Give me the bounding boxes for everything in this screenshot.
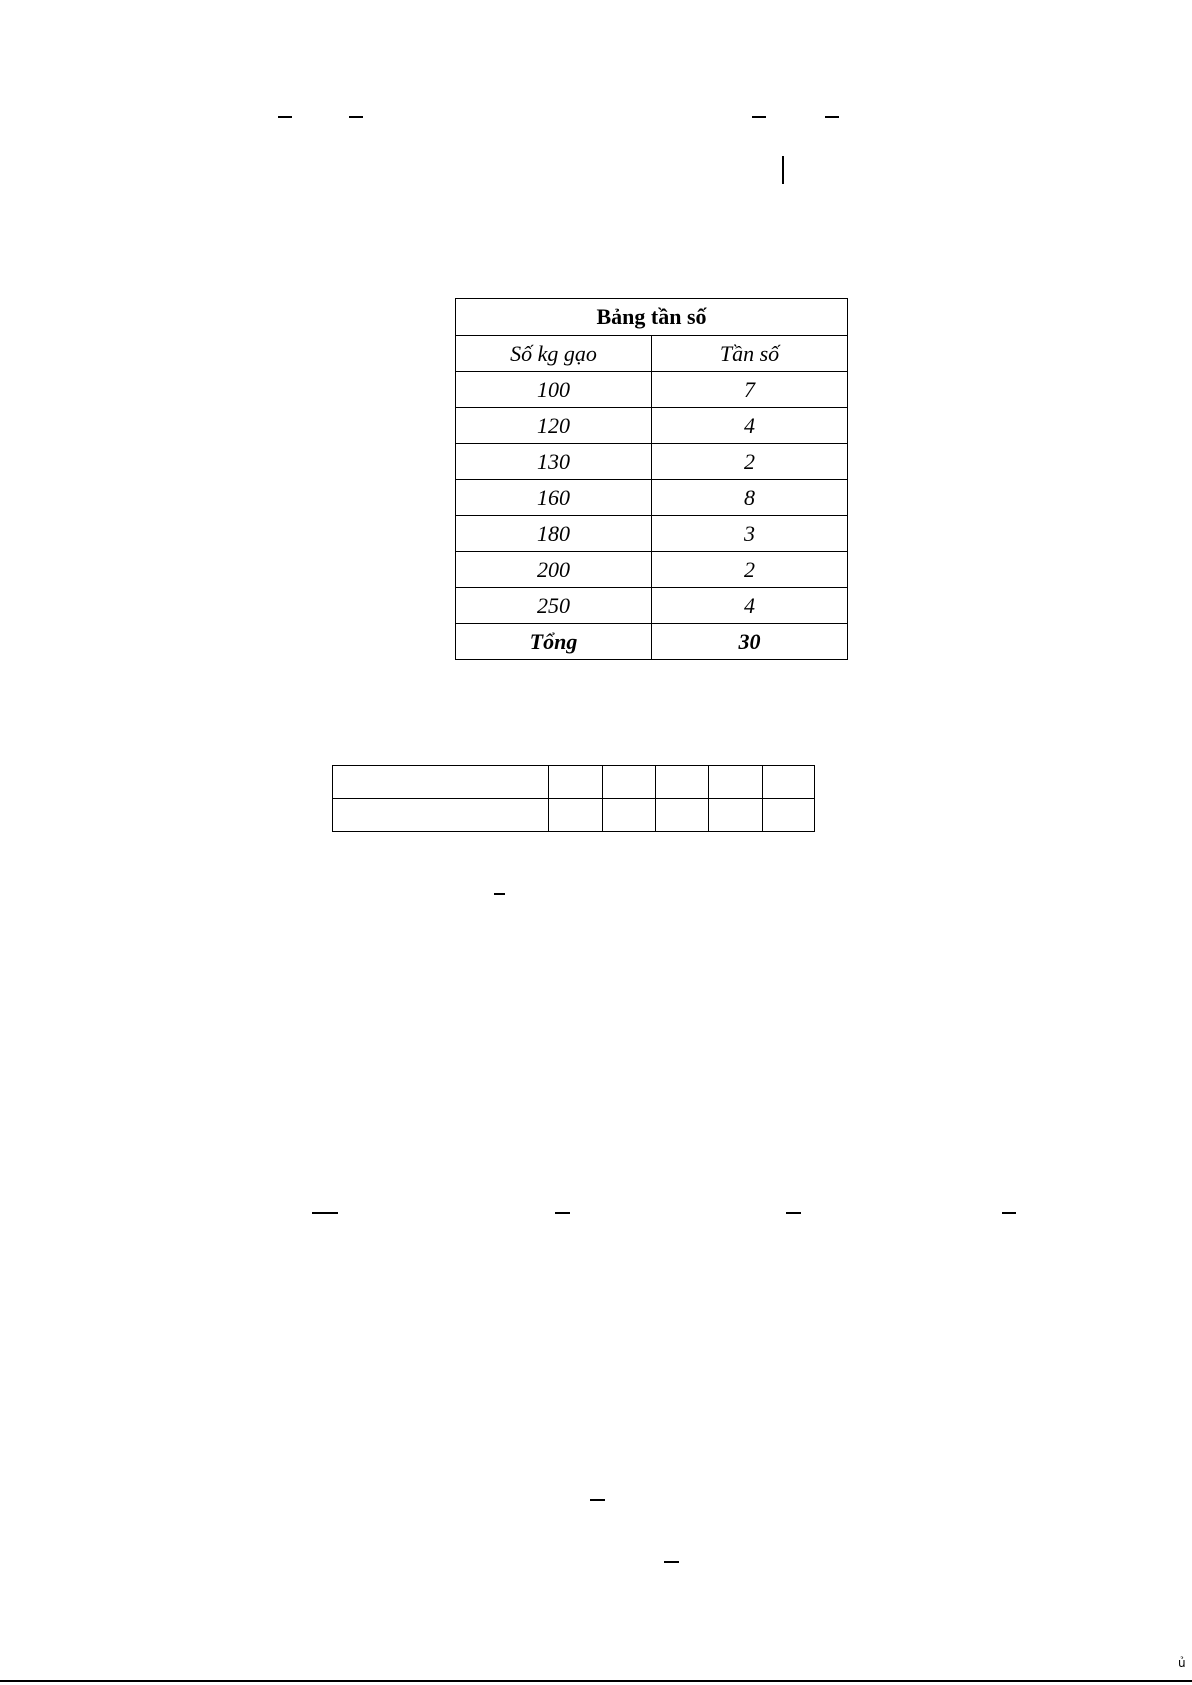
cell-frequency: 4 (652, 408, 848, 444)
cell-frequency: 7 (652, 372, 848, 408)
table-title-row (456, 299, 848, 336)
cell-frequency: 8 (652, 480, 848, 516)
cell-kg: 250 (456, 588, 652, 624)
total-label: Tổng (456, 624, 652, 660)
overline-mark (825, 116, 839, 118)
column-header-frequency: Tần số (652, 336, 848, 372)
overline-mark (278, 116, 292, 118)
empty-cell (549, 799, 603, 832)
empty-cell (763, 766, 815, 799)
empty-cell (603, 766, 656, 799)
empty-cell (333, 766, 549, 799)
overline-mark (494, 893, 505, 895)
overline-mark (1002, 1212, 1016, 1214)
table-row (456, 588, 848, 624)
table-row (456, 516, 848, 552)
overline-mark (752, 116, 766, 118)
column-header-kg: Số kg gạo (456, 336, 652, 372)
corner-glyph: ủ (1178, 1656, 1186, 1670)
cell-kg: 200 (456, 552, 652, 588)
overline-mark (590, 1499, 605, 1501)
table-row (456, 372, 848, 408)
table-row (456, 444, 848, 480)
overline-mark (664, 1561, 679, 1563)
table-row (333, 766, 815, 799)
table-row (333, 799, 815, 832)
cell-kg: 130 (456, 444, 652, 480)
overline-mark (786, 1212, 801, 1214)
table-row (456, 480, 848, 516)
cell-frequency: 4 (652, 588, 848, 624)
empty-cell (656, 766, 709, 799)
cell-frequency: 3 (652, 516, 848, 552)
table-total-row (456, 624, 848, 660)
cell-frequency: 2 (652, 444, 848, 480)
empty-table (332, 765, 815, 832)
empty-cell (333, 799, 549, 832)
empty-cell (709, 799, 763, 832)
frequency-table (455, 298, 848, 660)
empty-cell (549, 766, 603, 799)
cell-kg: 120 (456, 408, 652, 444)
page-bottom-rule (0, 1680, 1192, 1682)
empty-cell (603, 799, 656, 832)
overline-mark (555, 1212, 570, 1214)
cell-kg: 100 (456, 372, 652, 408)
table-title: Bảng tần số (456, 299, 848, 336)
table-header-row (456, 336, 848, 372)
empty-cell (656, 799, 709, 832)
table-row (456, 552, 848, 588)
table-row (456, 408, 848, 444)
total-value: 30 (652, 624, 848, 660)
empty-cell (763, 799, 815, 832)
overline-mark (349, 116, 363, 118)
empty-cell (709, 766, 763, 799)
vertical-bar-mark (782, 156, 784, 184)
cell-frequency: 2 (652, 552, 848, 588)
cell-kg: 160 (456, 480, 652, 516)
overline-mark (312, 1212, 338, 1214)
cell-kg: 180 (456, 516, 652, 552)
